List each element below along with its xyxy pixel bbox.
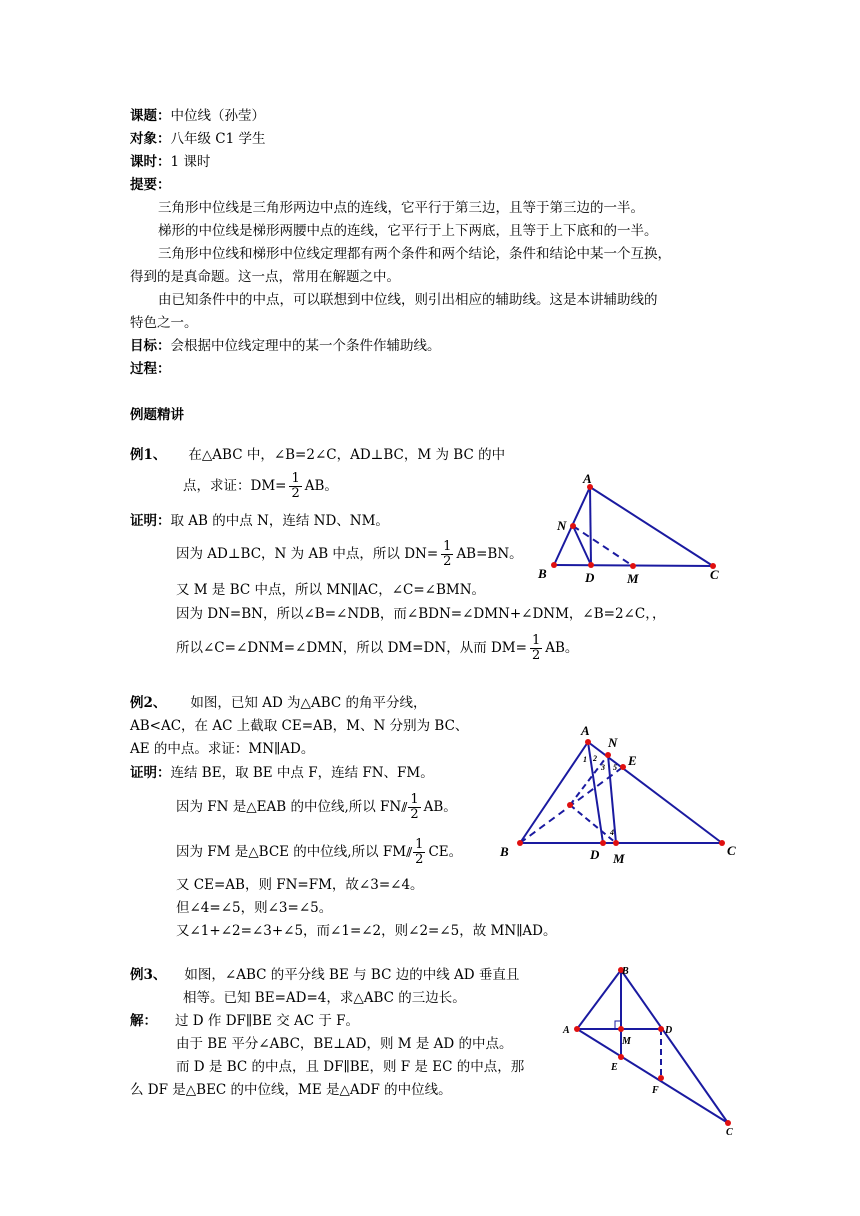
parallel-equal-symbol: //: [401, 800, 406, 814]
ex1-l2a: 点，求证：DM=: [183, 478, 287, 494]
ex2-fig-angle-3: 3: [601, 763, 605, 772]
ex3-p4: 么 DF 是△BEC 的中位线，ME 是△ADF 的中位线。: [130, 1082, 452, 1098]
ex3-figure: [555, 962, 755, 1142]
ex3-p3: 而 D 是 BC 的中点，且 DF∥BE，则 F 是 EC 的中点，那: [176, 1059, 525, 1075]
ex2-line1: [130, 694, 427, 712]
ex1-fig-label-M: M: [627, 571, 639, 586]
audience-line: [130, 130, 266, 148]
ex3-sol-label: 解：: [130, 1013, 157, 1029]
ex2-fig-label-C: C: [727, 843, 736, 858]
summary-p4a: 由已知条件中的中点，可以联想到中位线，则引出相应的辅助线。这是本讲辅助线的: [158, 292, 658, 308]
ex1-line1: [130, 446, 505, 464]
ex3-p2: 由于 BE 平分∠ABC，BE⊥AD，则 M 是 AD 的中点。: [176, 1036, 513, 1052]
ex2-proof-label: 证明：: [130, 765, 171, 781]
ex2-fig-label-A: A: [581, 723, 590, 738]
ex3-l2: 相等。已知 BE=AD=4，求△ABC 的三边长。: [183, 990, 466, 1006]
fraction-half: [408, 793, 420, 822]
ex2-p6: 又∠1+∠2=∠3+∠5，而∠1=∠2，则∠2=∠5，故 MN∥AD。: [176, 923, 557, 939]
goal-line: [130, 337, 441, 355]
ex3-fig-label-D: D: [665, 1025, 673, 1036]
ex2-fig-label-D: D: [590, 847, 600, 862]
ex2-fig-label-E: E: [628, 753, 637, 768]
ex2-l2: AB<AC，在 AC 上截取 CE=AB，M、N 分别为 BC、: [130, 718, 469, 734]
ex1-proof-line1: [130, 512, 389, 530]
topic-label: 课题：: [130, 108, 171, 124]
ex3-fig-label-B: B: [622, 966, 629, 977]
ex2-fig-angle-4: 4: [610, 828, 614, 837]
ex2-fig-angle-1: 1: [583, 755, 587, 764]
ex3-p1: 过 D 作 DF∥BE 交 AC 于 F。: [175, 1013, 360, 1029]
fraction-den: 2: [443, 554, 452, 569]
ex1-proof-line5: [176, 634, 578, 663]
ex1-line2: [183, 472, 338, 501]
ex3-line1: [130, 966, 519, 984]
fraction-num: 1: [291, 471, 300, 486]
goal-label: 目标：: [130, 338, 171, 354]
ex1-label: 例1、: [130, 447, 167, 463]
ex2-fig-label-M: M: [613, 851, 625, 866]
ex1-proof-label: 证明：: [130, 513, 171, 529]
ex2-p3a: 因为 FM 是△BCE 的中位线,所以 FM: [176, 844, 407, 860]
fraction-den: 2: [410, 807, 419, 822]
ex1-l2b: AB。: [304, 478, 338, 494]
ex2-fig-angle-5: 5: [613, 763, 617, 772]
ex1-l1: 在△ABC 中，∠B=2∠C，AD⊥BC，M 为 BC 的中: [188, 447, 506, 463]
hours-line: [130, 153, 210, 171]
fraction-den: 2: [415, 852, 424, 867]
ex2-p2b: AB。: [423, 799, 457, 815]
ex2-l1: 如图，已知 AD 为△ABC 的角平分线，: [190, 695, 427, 711]
ex2-fig-angle-2: 2: [593, 754, 597, 763]
topic-line: [130, 107, 265, 125]
topic-value: 中位线（孙莹）: [170, 108, 265, 124]
ex2-p3b: CE。: [428, 844, 463, 860]
summary-p1: 三角形中位线是三角形两边中点的连线，它平行于第三边，且等于第三边的一半。: [158, 200, 644, 216]
ex2-l3: AE 的中点。求证：MN∥AD。: [130, 741, 315, 757]
ex1-figure: [530, 470, 730, 590]
ex2-p5: 但∠4=∠5，则∠3=∠5。: [176, 900, 333, 916]
ex3-fig-label-E: E: [611, 1062, 618, 1073]
ex2-p2a: 因为 FN 是△EAB 的中位线,所以 FN: [176, 799, 402, 815]
ex1-p3: 又 M 是 BC 中点，所以 MN∥AC，∠C=∠BMN。: [176, 582, 486, 598]
ex3-label: 例3、: [130, 967, 167, 983]
fraction-num: 1: [410, 792, 419, 807]
ex2-proof-line2: [176, 793, 457, 822]
ex1-proof-line2: [176, 540, 523, 569]
ex2-proof-line1: [130, 764, 434, 782]
hours-label: 课时：: [130, 154, 171, 170]
ex1-p4: 因为 DN=BN，所以∠B=∠NDB，而∠BDN=∠DMN+∠DNM，∠B=2∠C，，: [176, 606, 666, 622]
fraction-den: 2: [291, 486, 300, 501]
ex2-figure: [495, 720, 745, 865]
summary-p4b: 特色之一。: [130, 315, 198, 331]
ex3-sol-line1: [130, 1012, 359, 1030]
ex1-fig-label-A: A: [583, 471, 592, 486]
hours-value: 1 课时: [170, 154, 211, 170]
ex1-p5a: 所以∠C=∠DNM=∠DMN，所以 DM=DN，从而 DM=: [176, 640, 527, 656]
fraction-half: [413, 838, 425, 867]
fraction-half: [441, 540, 453, 569]
goal-value: 会根据中位线定理中的某一个条件作辅助线。: [170, 338, 441, 354]
fraction-den: 2: [531, 648, 541, 663]
ex3-fig-label-A: A: [563, 1025, 570, 1036]
ex3-fig-label-M: M: [622, 1036, 631, 1047]
summary-p3a: 三角形中位线和梯形中位线定理都有两个条件和两个结论，条件和结论中某一个互换，: [158, 246, 671, 262]
ex2-p1: 连结 BE，取 BE 中点 F，连结 FN、FM。: [170, 765, 434, 781]
summary-label: 提要：: [130, 177, 171, 193]
fraction-num: 1: [443, 539, 452, 554]
ex2-fig-label-N: N: [608, 735, 618, 750]
process-label: 过程：: [130, 361, 171, 377]
summary-p2: 梯形的中位线是梯形两腰中点的连线，它平行于上下两底，且等于上下底和的一半。: [158, 223, 658, 239]
ex2-label: 例2、: [130, 695, 167, 711]
ex3-l1: 如图，∠ABC 的平分线 BE 与 BC 边的中线 AD 垂直且: [184, 967, 520, 983]
ex1-fig-label-B: B: [538, 566, 547, 581]
ex1-fig-label-C: C: [710, 567, 719, 582]
audience-label: 对象：: [130, 131, 171, 147]
fraction-half: [289, 472, 301, 501]
ex1-p2a: 因为 AD⊥BC，N 为 AB 中点，所以 DN=: [176, 546, 439, 562]
ex1-fig-label-D: D: [585, 570, 595, 585]
ex2-p4: 又 CE=AB，则 FN=FM，故∠3=∠4。: [176, 877, 424, 893]
audience-value: 八年级 C1 学生: [170, 131, 266, 147]
fraction-num: 1: [415, 837, 424, 852]
ex1-p1: 取 AB 的中点 N，连结 ND、NM。: [170, 513, 389, 529]
ex3-fig-label-C: C: [726, 1127, 733, 1138]
ex2-fig-label-B: B: [500, 844, 509, 859]
ex1-p2b: AB=BN。: [456, 546, 523, 562]
ex3-fig-label-F: F: [652, 1085, 659, 1096]
parallel-equal-symbol: //: [406, 845, 411, 859]
fraction-num: 1: [531, 633, 541, 648]
summary-p3b: 得到的是真命题。这一点，常用在解题之中。: [130, 269, 400, 285]
section-title: 例题精讲: [130, 407, 184, 423]
ex2-proof-line3: [176, 838, 462, 867]
ex1-fig-label-N: N: [557, 518, 567, 533]
fraction-half: [530, 634, 542, 663]
ex1-p5b: AB。: [545, 640, 579, 656]
